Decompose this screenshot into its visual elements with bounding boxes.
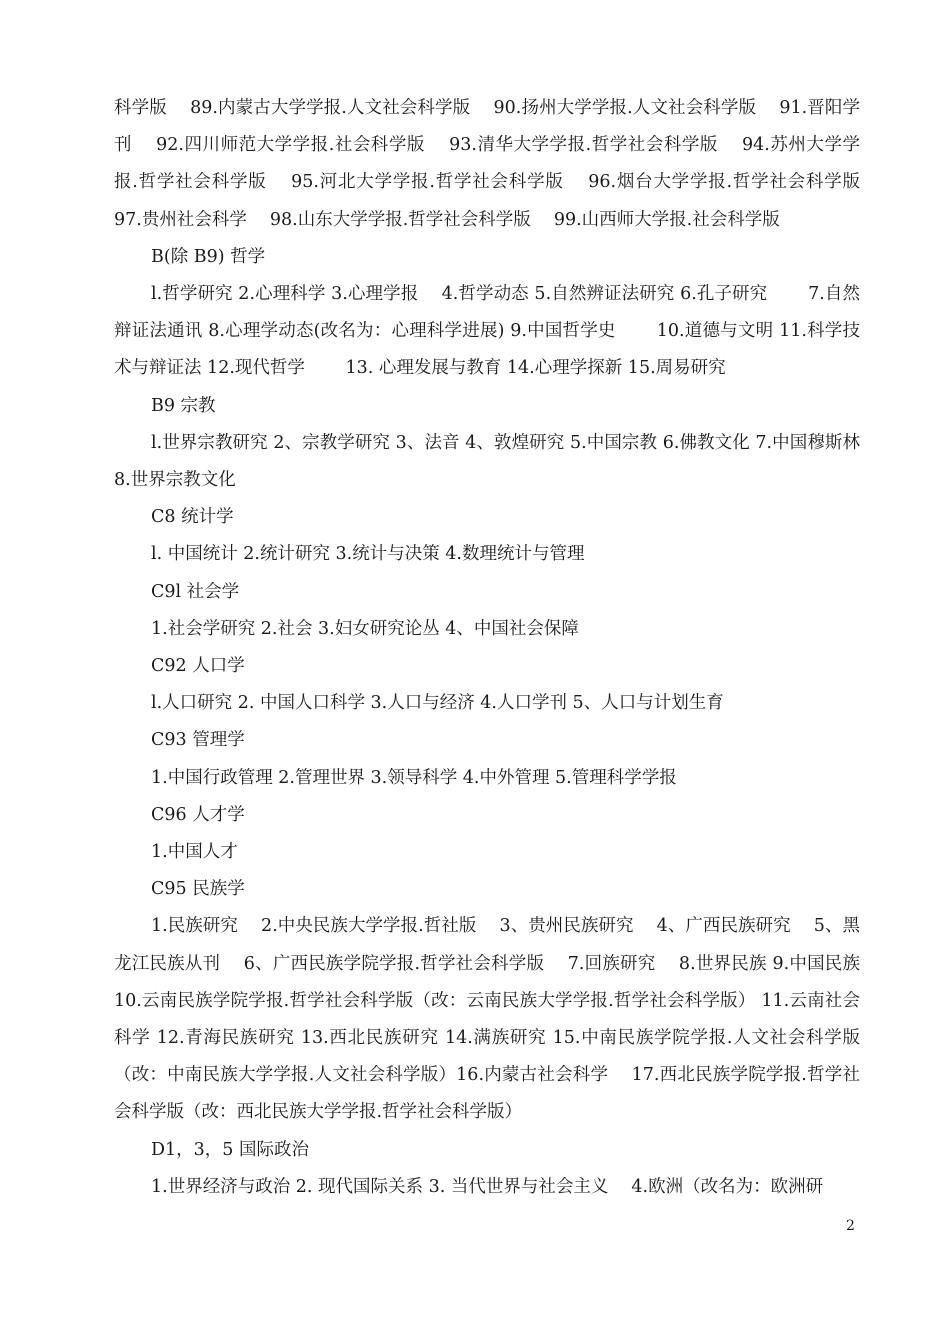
section-heading-management: C93 管理学 [151, 730, 245, 751]
journal-list-demography: l.人口研究 2. 中国人口科学 3.人口与经济 4.人口学刊 5、人口与计划生育 [151, 693, 724, 714]
section-heading-sociology: C9l 社会学 [151, 581, 240, 602]
document-body [114, 90, 884, 1206]
journal-list-religion: l.世界宗教研究 2、宗教学研究 3、法音 4、敦煌研究 5.中国宗教 6.佛教文化 7.中国穆斯林 8.世界宗教文化 [114, 432, 860, 491]
journal-list-continued: 科学版 89.内蒙古大学学报.人文社会科学版 90.扬州大学学报.人文社会科学版 91.晋阳学刊 92.四川师范大学学报.社会科学版 93.清华大学学报.哲学社会科学版 94.苏州大学学报.哲学社会科学版 95.河北大学学报.哲学社会科学版 96.烟台大学学报.哲学社会科学版 97.贵州社会科学 98.山东大学学报.哲学社会科学版 99.山西师大学报.社会科学版 [114, 98, 884, 230]
section-heading-philosophy: B(除 B9) 哲学 [151, 246, 266, 267]
journal-list-philosophy: l.哲学研究 2.心理科学 3.心理学报 4.哲学动态 5.自然辨证法研究 6.孔子研究 7.自然辩证法通讯 8.心理学动态(改名为：心理科学进展) 9.中国哲学史 10.道德与文明 11.科学技术与辩证法 12.现代哲学 13. 心理发展与教育 14.心理学探新 15.周易研究 [114, 284, 860, 379]
section-heading-statistics: C8 统计学 [151, 507, 234, 528]
journal-list-talent: 1.中国人才 [151, 842, 238, 863]
section-heading-demography: C92 人口学 [151, 656, 245, 677]
page-number: 2 [846, 1218, 855, 1234]
journal-list-sociology: 1.社会学研究 2.社会 3.妇女研究论丛 4、中国社会保障 [151, 618, 579, 639]
section-heading-ethnology: C95 民族学 [151, 879, 245, 900]
section-heading-talent: C96 人才学 [151, 804, 245, 825]
journal-list-ethnology: 1.民族研究 2.中央民族大学学报.哲社版 3、贵州民族研究 4、广西民族研究 5、黑龙江民族从刊 6、广西民族学院学报.哲学社会科学版 7.回族研究 8.世界民族 9.中国民族 10.云南民族学院学报.哲学社会科学版（改：云南民族大学学报.哲学社会科学版） 11.云南社会科学 12.青海民族研究 13.西北民族研究 14.满族研究 15.中南民族学院学报.人文社会科学版（改：中南民族大学学报.人文社会科学版）16.内蒙古社会科学 17.西北民族学院学报.哲学社会科学版（改：西北民族大学学报.哲学社会科学版） [114, 916, 884, 1123]
journal-list-management: 1.中国行政管理 2.管理世界 3.领导科学 4.中外管理 5.管理科学学报 [151, 767, 677, 788]
journal-list-statistics: l. 中国统计 2.统计研究 3.统计与决策 4.数理统计与管理 [151, 544, 585, 565]
section-heading-religion: B9 宗教 [151, 395, 216, 416]
journal-list-international-politics: 1.世界经济与政治 2. 现代国际关系 3. 当代世界与社会主义 4.欧洲（改名为：欧洲研 [151, 1176, 824, 1197]
section-heading-international-politics: D1，3，5 国际政治 [151, 1139, 309, 1160]
